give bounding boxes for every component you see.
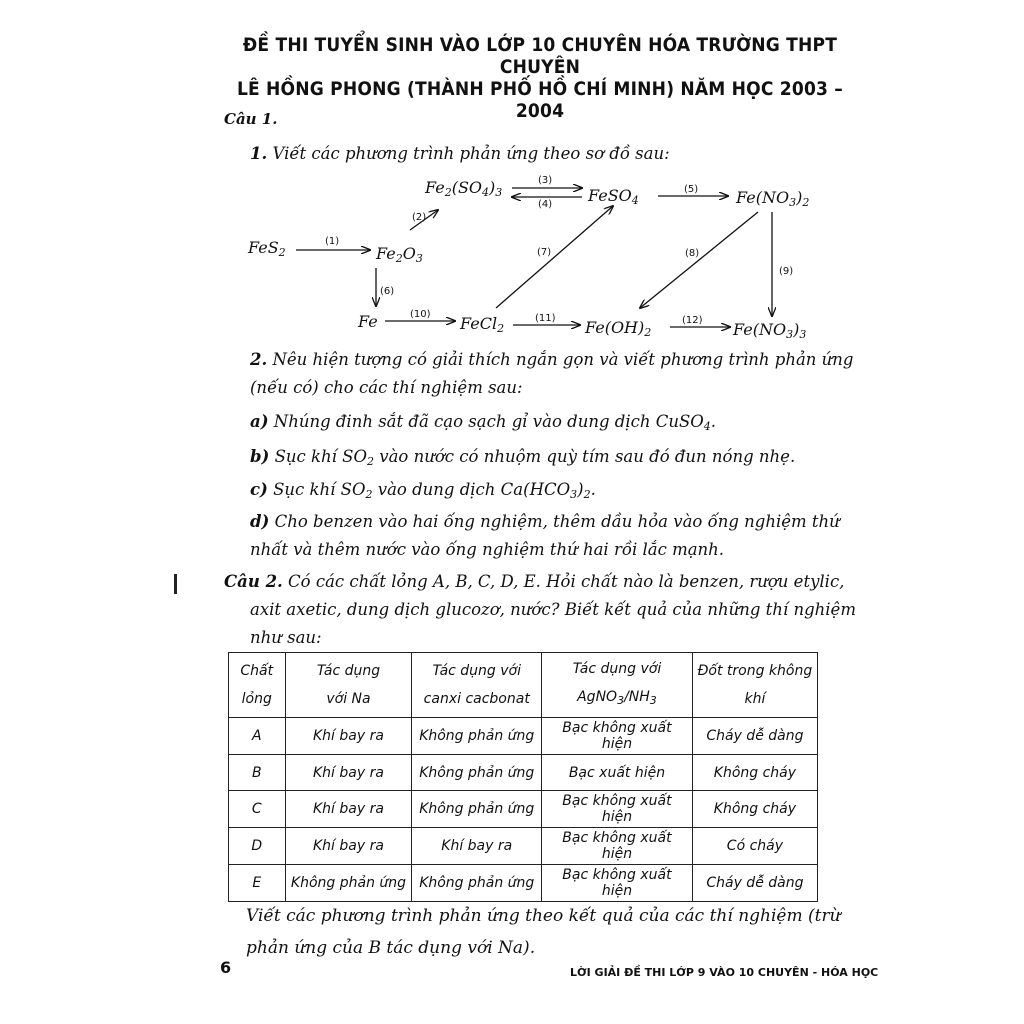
experiment-d-line-2: nhất và thêm nước vào ống nghiệm thứ hai rồi lắc mạnh.: [250, 540, 725, 559]
experiment-d-label: d): [250, 512, 270, 531]
species-fes2: FeS$_2$: [248, 238, 286, 259]
species-feno32: $Fe(NO_3)_2$: [736, 188, 810, 209]
q1-part2-line-1: Nêu hiện tượng có giải thích ngắn gọn và viết phương trình phản ứng: [272, 350, 854, 369]
label-10: (10): [410, 309, 431, 320]
table-row: [229, 718, 818, 755]
q1-part1-text: Viết các phương trình phản ứng theo sơ đồ sau:: [272, 144, 670, 163]
table-cell: Bạc không xuất hiện: [542, 718, 693, 755]
table-cell: Khí bay ra: [285, 791, 412, 828]
experiment-d: [250, 508, 840, 564]
table-cell: Không phản ứng: [412, 755, 542, 791]
table-header-row: [229, 653, 818, 718]
table-cell: A: [229, 718, 286, 755]
experiment-c-rest: vào dung dịch Ca(HCO: [372, 480, 571, 499]
page-number: 6: [220, 958, 232, 977]
experiment-c-text: Sục khí SO: [273, 480, 366, 499]
table-cell: Khí bay ra: [412, 828, 542, 865]
species-fe2o3: $Fe_2O_3$: [376, 244, 423, 265]
label-1: (1): [325, 236, 340, 247]
table-row: [229, 828, 818, 865]
q2-after-line-1: Viết các phương trình phản ứng theo kết quả của các thí nghiệm (trừ: [246, 906, 841, 926]
table-cell: Không cháy: [692, 791, 817, 828]
q2-line-1: Có các chất lỏng A, B, C, D, E. Hỏi chất nào là benzen, rượu etylic,: [288, 572, 845, 591]
table-cell: Không phản ứng: [285, 865, 412, 902]
footer-book-title: LỜI GIẢI ĐỀ THI LỚP 9 VÀO 10 CHUYÊN - HÓA HỌC: [570, 966, 879, 979]
q1-part1: [250, 140, 670, 168]
q1-part2-line-2: (nếu có) cho các thí nghiệm sau:: [250, 378, 523, 397]
table-cell: E: [229, 865, 286, 902]
reaction-scheme: [230, 170, 830, 350]
species-fe: Fe: [358, 312, 378, 331]
title-line-2: LÊ HỒNG PHONG (THÀNH PHỐ HỒ CHÍ MINH) NĂM HỌC 2003 – 2004: [236, 78, 844, 122]
experiment-c: c) Sục khí $SO_2$ vào dung dịch $Ca(HCO_3)_2$.: [250, 480, 596, 501]
header-cell: Tác dụng với canxi cacbonat: [412, 653, 542, 718]
table-row: [229, 791, 818, 828]
label-9: (9): [779, 266, 794, 277]
label-12: (12): [682, 315, 703, 326]
label-3: (3): [538, 175, 553, 186]
arrow-8: [640, 212, 758, 308]
q2-line-3: như sau:: [250, 628, 322, 647]
q1-part1-number: 1.: [250, 144, 268, 163]
header-cell: Tác dụng với Na: [285, 653, 412, 718]
species-feno33: $Fe(NO_3)_3$: [733, 320, 807, 341]
experiment-a-text: Nhúng đinh sắt đã cạo sạch gỉ vào dung dịch CuSO: [273, 412, 704, 431]
table-row: [229, 865, 818, 902]
table-cell: Khí bay ra: [285, 828, 412, 865]
table-cell: B: [229, 755, 286, 791]
header-cell: Đốt trong không khí: [692, 653, 817, 718]
table-cell: Bạc xuất hiện: [542, 755, 693, 791]
table-cell: Khí bay ra: [285, 755, 412, 791]
q2-after-line-2: phản ứng của B tác dụng với Na).: [246, 938, 536, 958]
header-cell: Chất lỏng: [229, 653, 286, 718]
table-cell: Không phản ứng: [412, 791, 542, 828]
table-cell: Không cháy: [692, 755, 817, 791]
question-2: [224, 568, 856, 652]
label-11: (11): [535, 313, 556, 324]
table-cell: Không phản ứng: [412, 865, 542, 902]
table-cell: Bạc không xuất hiện: [542, 828, 693, 865]
table-cell: C: [229, 791, 286, 828]
question-2-heading: Câu 2.: [224, 572, 283, 591]
experiment-b: b) Sục khí $SO_2$ vào nước có nhuộm quỳ tím sau đó đun nóng nhẹ.: [250, 447, 796, 468]
question-1-heading: Câu 1.: [224, 110, 278, 128]
experiment-b-label: b): [250, 447, 270, 466]
species-fecl2: FeCl$_2$: [460, 314, 505, 335]
label-6: (6): [380, 286, 395, 297]
experiment-c-label: c): [250, 480, 268, 499]
arrow-7: [496, 206, 613, 308]
species-feso4: FeSO$_4$: [588, 186, 639, 207]
table-cell: D: [229, 828, 286, 865]
label-4: (4): [538, 199, 553, 210]
species-feoh2: $Fe(OH)_2$: [585, 318, 652, 339]
label-8: (8): [685, 248, 700, 259]
header-cell: Tác dụng với $AgNO_3/NH_3$: [542, 653, 693, 718]
table-cell: Bạc không xuất hiện: [542, 791, 693, 828]
table-cell: Không phản ứng: [412, 718, 542, 755]
q1-part2: [250, 346, 853, 402]
q2-line-2: axit axetic, dung dịch glucozơ, nước? Biết kết quả của những thí nghiệm: [250, 600, 856, 619]
label-5: (5): [684, 184, 699, 195]
table-cell: Khí bay ra: [285, 718, 412, 755]
q2-closing: [246, 900, 841, 964]
table-cell: Bạc không xuất hiện: [542, 865, 693, 902]
table-cell: Cháy dễ dàng: [692, 865, 817, 902]
experiment-b-rest: vào nước có nhuộm quỳ tím sau đó đun nóng nhẹ.: [374, 447, 796, 466]
label-7: (7): [537, 247, 552, 258]
experiment-a: a) Nhúng đinh sắt đã cạo sạch gỉ vào dung dịch CuSO$_4$.: [250, 412, 717, 433]
results-table: [228, 652, 818, 902]
label-2: (2): [412, 212, 427, 223]
experiment-b-text: Sục khí SO: [274, 447, 368, 466]
experiment-d-line-1: Cho benzen vào hai ống nghiệm, thêm dầu hỏa vào ống nghiệm thứ: [274, 512, 840, 531]
table-cell: Cháy dễ dàng: [692, 718, 817, 755]
table-row: [229, 755, 818, 791]
title-line-1: ĐỀ THI TUYỂN SINH VÀO LỚP 10 CHUYÊN HÓA TRƯỜNG THPT CHUYÊN: [242, 34, 838, 78]
experiment-a-label: a): [250, 412, 269, 431]
q1-part2-number: 2.: [250, 350, 268, 369]
margin-mark: [174, 574, 177, 594]
table-cell: Có cháy: [692, 828, 817, 865]
species-fe2so43: $Fe_2(SO_4)_3$: [425, 178, 503, 199]
